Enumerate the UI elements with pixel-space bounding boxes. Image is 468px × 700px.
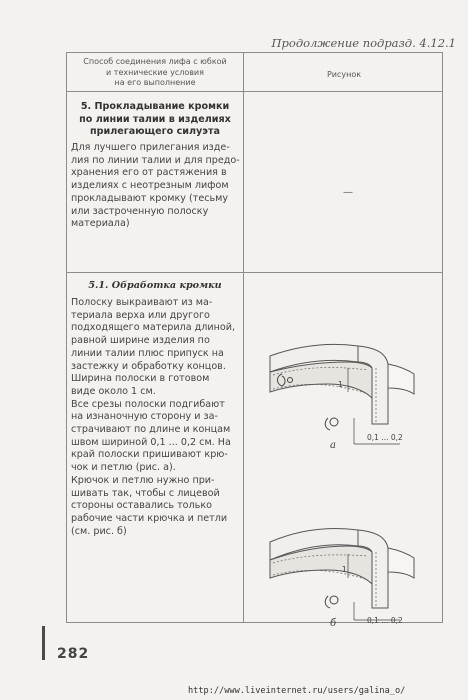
loop-icon <box>325 418 330 430</box>
column-header-method <box>67 57 243 89</box>
figure-a-stitch-label: 0,1 ... 0,2 <box>367 433 403 442</box>
page-number: 282 <box>57 646 90 662</box>
header-line: Способ соединения лифа с юбкой <box>83 57 227 66</box>
text-line: материала) <box>71 218 130 230</box>
header-line: на его выполнение <box>114 78 196 87</box>
text-line: Для лучшего прилегания изде- <box>71 142 230 153</box>
section-5-1-title: 5.1. Обработка кромки <box>88 280 222 291</box>
text-line: териала верха или другого <box>71 309 210 321</box>
figure-a-width-label: 1 <box>338 380 343 389</box>
text-line: изделиях с неотрезным лифом <box>71 180 229 192</box>
loop-ring-icon <box>330 418 338 426</box>
text-line: хранения его от растяжения в <box>71 167 227 179</box>
text-line: подходящего материла длиной, <box>71 322 236 334</box>
figure-b-waist-tape <box>268 520 418 630</box>
figure-dash: — <box>343 187 353 198</box>
continuation-header: Продолжение подразд. 4.12.1 <box>271 36 456 50</box>
tape-end-flap <box>388 364 414 394</box>
margin-bar <box>42 626 45 660</box>
column-divider <box>243 53 244 622</box>
text-line: стороны оставались только <box>71 500 212 512</box>
hook-icon <box>325 596 330 608</box>
text-line: прокладывают кромку (тесьму <box>71 192 229 204</box>
text-line: виде около 1 см. <box>71 385 156 397</box>
text-line: Ширина полоски в готовом <box>71 373 210 385</box>
text-line: рабочие части крючка и петли <box>71 512 228 524</box>
text-line: на изнаночную сторону и за- <box>71 411 218 423</box>
section-5-1-text <box>71 297 241 538</box>
title-line: 5. Прокладывание кромки <box>80 101 230 112</box>
title-line: прилегающего силуэта <box>89 126 221 137</box>
tape-end-flap <box>388 548 414 578</box>
header-divider <box>67 91 442 92</box>
figure-b-width-label: 1 <box>342 565 347 574</box>
text-line: Крючок и петлю нужно при- <box>71 474 215 486</box>
text-line: (см. рис. б) <box>71 525 127 537</box>
header-line: и технические условия <box>106 67 204 77</box>
figure-b-caption: б <box>330 618 337 629</box>
figure-b-stitch-label: 0,1 ... 0,2 <box>367 616 403 625</box>
row-divider <box>67 272 442 273</box>
text-line: равной ширине изделия по <box>71 335 210 347</box>
figure-a-caption: а <box>330 440 336 451</box>
section-5-title <box>69 101 241 139</box>
text-line: или застроченную полоску <box>71 205 209 217</box>
title-line: по линии талии в изделиях <box>79 113 231 125</box>
text-line: застежку и обработку концов. <box>71 360 226 372</box>
text-line: лия по линии талии и для предо- <box>71 154 240 166</box>
text-line: линии талии плюс припуск на <box>71 347 224 359</box>
text-line: шивать так, чтобы с лицевой <box>71 487 220 499</box>
text-line: страчивают по длине и концам <box>71 424 231 436</box>
text-line: Все срезы полоски подгибают <box>71 398 225 410</box>
watermark-url: http://www.liveinternet.ru/users/galina_o/ <box>188 686 406 696</box>
text-line: швом шириной 0,1 ... 0,2 см. На <box>71 436 231 448</box>
text-line: край полоски пришивают крю- <box>71 449 228 461</box>
loop-ring-icon <box>330 596 338 604</box>
text-line: Полоску выкраивают из ма- <box>71 297 213 308</box>
text-line: чок и петлю (рис. а). <box>71 462 176 474</box>
column-header-figure: Рисунок <box>326 70 362 79</box>
section-5-text <box>71 142 241 231</box>
